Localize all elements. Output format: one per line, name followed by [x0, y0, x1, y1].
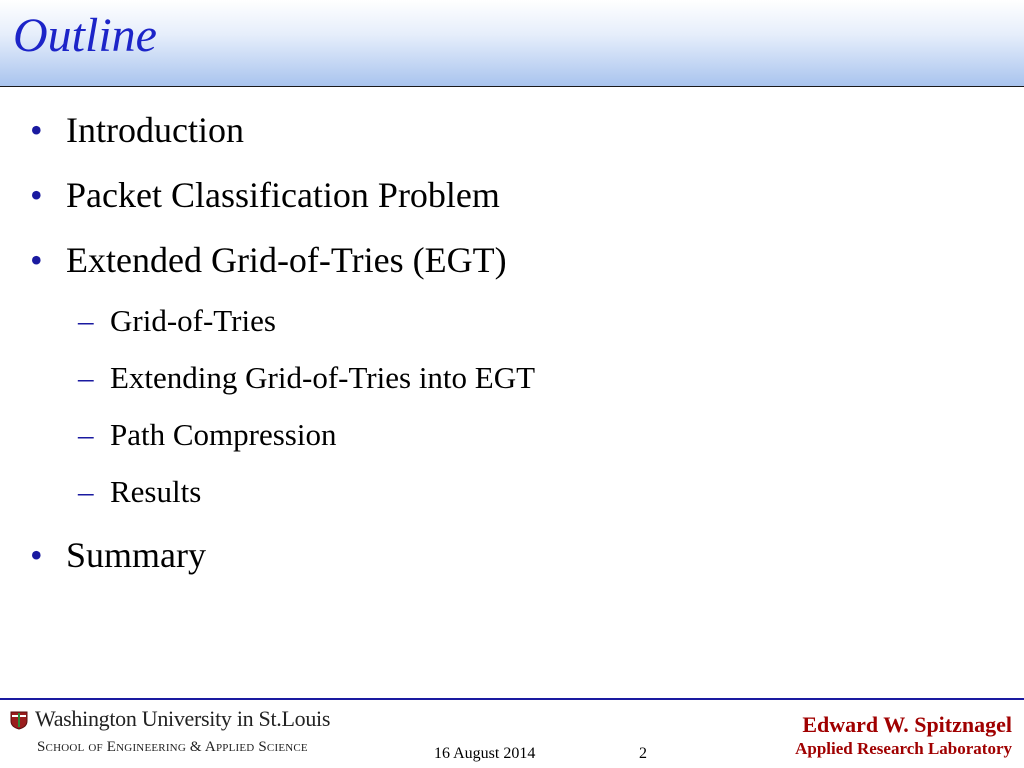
- page-number: 2: [639, 745, 647, 762]
- logo-university-name: Washington University in St.Louis: [35, 706, 331, 731]
- university-crest-icon: [9, 710, 29, 730]
- bullet-item: [30, 242, 507, 278]
- bullet-item: [30, 112, 244, 148]
- lab-name: Applied Research Laboratory: [795, 739, 1012, 758]
- university-logo: [9, 708, 339, 760]
- bullet-marker: •: [30, 175, 43, 215]
- slide-date: 16 August 2014: [434, 745, 536, 762]
- sub-bullet-item: [78, 362, 535, 393]
- bullet-item: [30, 537, 206, 573]
- bullet-text: Summary: [66, 535, 206, 575]
- sub-bullet-text: Results: [110, 474, 202, 509]
- sub-bullet-text: Grid-of-Tries: [110, 303, 276, 338]
- sub-bullet-item: [78, 476, 201, 507]
- slide-title: Outline: [13, 9, 157, 62]
- sub-bullet-item: [78, 419, 336, 450]
- bullet-text: Packet Classification Problem: [66, 175, 500, 215]
- bullet-item: [30, 177, 500, 213]
- sub-bullet-marker: –: [78, 474, 94, 509]
- bullet-marker: •: [30, 110, 43, 150]
- bullet-marker: •: [30, 535, 43, 575]
- bullet-text: Introduction: [66, 110, 244, 150]
- author-name: Edward W. Spitznagel: [802, 712, 1012, 737]
- sub-bullet-marker: –: [78, 417, 94, 452]
- sub-bullet-marker: –: [78, 360, 94, 395]
- footer-rule: [0, 698, 1024, 700]
- bullet-marker: •: [30, 240, 43, 280]
- sub-bullet-text: Path Compression: [110, 417, 337, 452]
- sub-bullet-marker: –: [78, 303, 94, 338]
- logo-school-name: School of Engineering & Applied Science: [37, 739, 308, 755]
- sub-bullet-text: Extending Grid-of-Tries into EGT: [110, 360, 536, 395]
- sub-bullet-item: [78, 305, 276, 336]
- bullet-text: Extended Grid-of-Tries (EGT): [66, 240, 507, 280]
